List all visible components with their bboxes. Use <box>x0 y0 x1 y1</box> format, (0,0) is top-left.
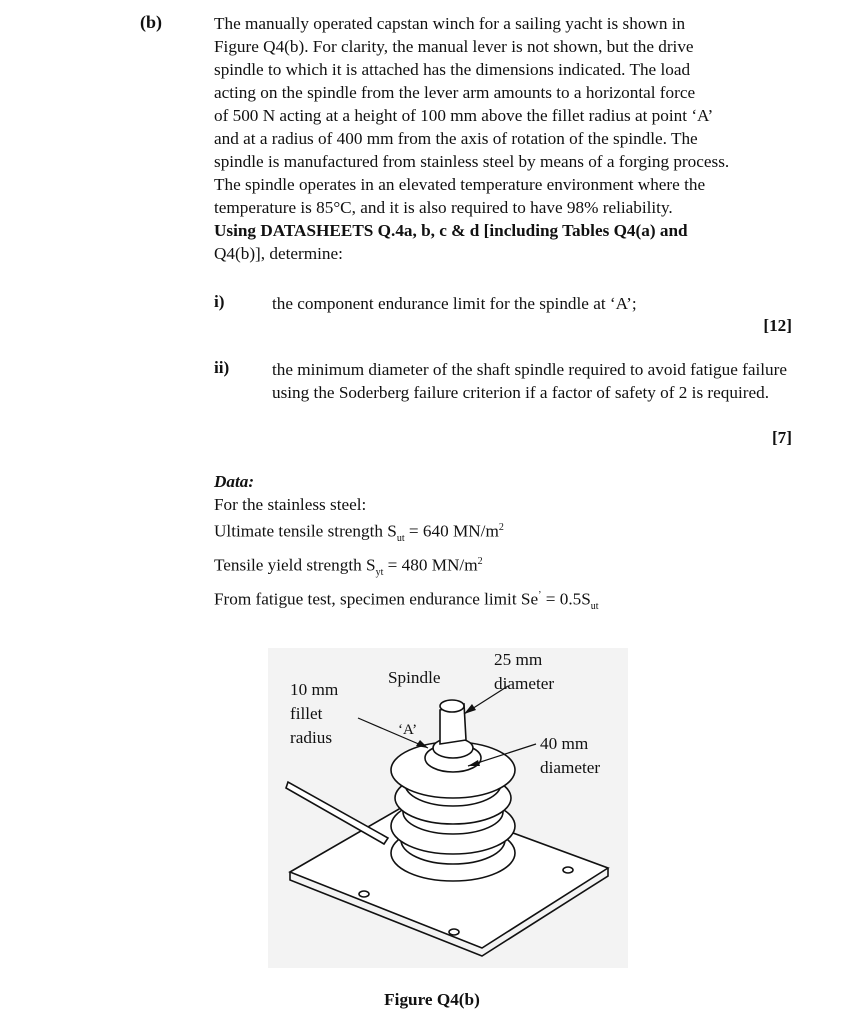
line-1: The manually operated capstan winch for a sailing yacht is shown in <box>214 14 686 33</box>
part-ii-marks: [7] <box>771 428 792 447</box>
line-11: Q4(b)], determine: <box>214 244 343 263</box>
data-section <box>214 470 599 619</box>
data-line-fatigue: From fatigue test, specimen endurance limit $Se^’ = 0.5S_{ut}$ <box>214 590 599 613</box>
hole <box>359 891 369 897</box>
question-label: (b) <box>140 12 162 32</box>
data-line-yield: Tensile yield strength $S_{yt} = 480$ $MN/m^2$ <box>214 555 483 579</box>
point-a-label: ‘A’ <box>398 722 418 738</box>
part-i-number: i) <box>214 292 225 311</box>
line-5: of 500 N acting at a height of 100 mm above the fillet radius at point ‘A’ <box>214 106 714 125</box>
data-line-material: For the stainless steel: <box>214 495 367 514</box>
fillet-label: 10 mm fillet radius <box>290 680 339 747</box>
hole <box>563 867 573 873</box>
line-8: The spindle operates in an elevated temperature environment where the <box>214 175 706 194</box>
drum-diameter-label: 40 mm diameter <box>540 734 601 777</box>
shaft-diameter-label: 25 mm diameter <box>494 650 555 693</box>
data-heading: Data: <box>214 472 255 491</box>
winch-figure <box>268 648 628 968</box>
lever-arm <box>286 782 388 844</box>
data-line-uts: Ultimate tensile strength $S_{ut} = 640$ $MN/m^2$ <box>214 521 504 545</box>
line-10: Using DATASHEETS Q.4a, b, c & d [including Tables Q4(a) and <box>214 221 688 240</box>
line-6: and at a radius of 400 mm from the axis of rotation of the spindle. The <box>214 129 698 148</box>
question-paragraph <box>214 12 804 265</box>
spindle-label: Spindle <box>388 668 441 687</box>
line-2: Figure Q4(b). For clarity, the manual lever is not shown, but the drive <box>214 37 694 56</box>
part-ii-number: ii) <box>214 358 230 377</box>
part-i-marks: [12] <box>763 316 792 335</box>
line-9: temperature is 85°C, and it is also required to have 98% reliability. <box>214 198 673 217</box>
line-7: spindle is manufactured from stainless steel by means of a forging process. <box>214 152 730 171</box>
part-i-text: the component endurance limit for the spindle at ‘A’; <box>272 294 637 313</box>
hole <box>449 929 459 935</box>
line-4: acting on the spindle from the lever arm amounts to a horizontal force <box>214 83 696 102</box>
figure-caption: Figure Q4(b) <box>384 990 480 1009</box>
line-3: spindle to which it is attached has the dimensions indicated. The load <box>214 60 691 79</box>
part-ii-text: the minimum diameter of the shaft spindle required to avoid fatigue failure using the Soderberg failure criterion if a factor of safety of 2 is required. <box>272 360 787 402</box>
